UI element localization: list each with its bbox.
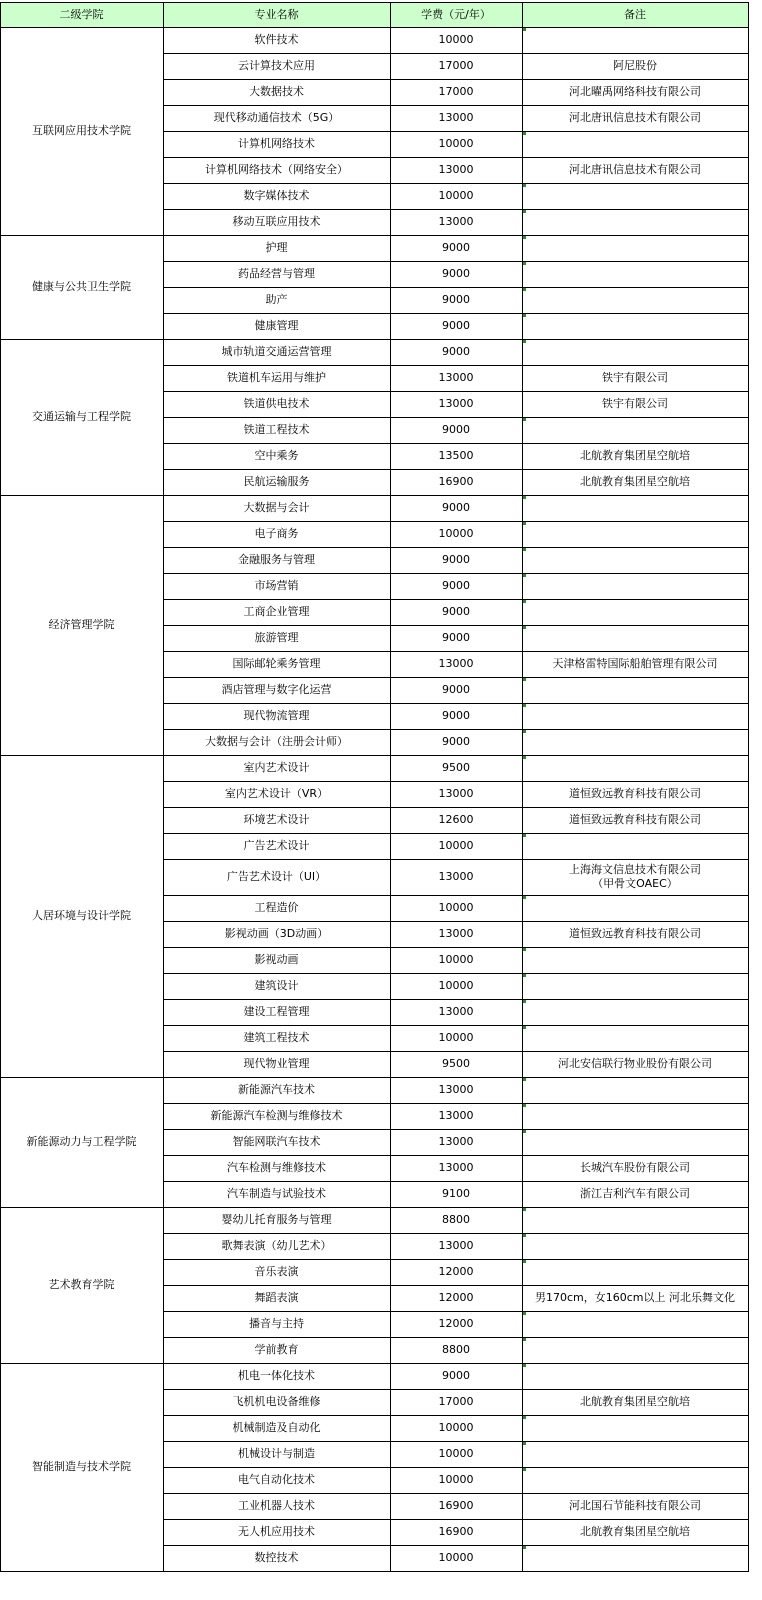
- cell-marker: [523, 574, 526, 577]
- tuition-fee: 9000: [442, 345, 470, 358]
- cell-marker: [523, 184, 526, 187]
- college-name: 智能制造与技术学院: [32, 1460, 131, 1473]
- row-divider: [163, 947, 749, 948]
- remark: [522, 1311, 748, 1337]
- tuition-fee: 13000: [438, 1083, 474, 1096]
- row-divider: [163, 469, 749, 470]
- row-divider: [163, 1389, 749, 1390]
- college-name: 健康与公共卫生学院: [32, 280, 131, 293]
- remark: [522, 973, 748, 999]
- tuition-fee: 9000: [442, 579, 470, 592]
- tuition-fee: 9000: [442, 267, 470, 280]
- remark: [522, 1441, 748, 1467]
- cell-marker: [523, 1234, 526, 1237]
- cell-marker: [523, 1416, 526, 1419]
- major-name: 电气自动化技术: [238, 1473, 315, 1486]
- major-name: 药品经营与管理: [238, 267, 315, 280]
- remark: [522, 417, 748, 443]
- remark: 天津格雷特国际船舶管理有限公司: [552, 657, 718, 670]
- tuition-fee: 13500: [438, 449, 474, 462]
- major-name: 影视动画（3D动画）: [224, 927, 329, 940]
- major-name: 汽车制造与试验技术: [227, 1187, 326, 1200]
- major-name: 舞蹈表演: [254, 1291, 299, 1304]
- remark: [522, 895, 748, 921]
- cell-marker: [523, 288, 526, 291]
- remark: [522, 235, 748, 261]
- header-major: 专业名称: [163, 2, 390, 27]
- major-name: 国际邮轮乘务管理: [232, 657, 321, 670]
- cell-marker: [523, 1104, 526, 1107]
- row-divider: [0, 495, 749, 496]
- cell-marker: [523, 262, 526, 265]
- major-name: 健康管理: [254, 319, 299, 332]
- major-name: 建筑工程技术: [243, 1031, 310, 1044]
- row-divider: [163, 209, 749, 210]
- tuition-fee: 10000: [438, 33, 474, 46]
- major-name: 云计算技术应用: [238, 59, 315, 72]
- remark: 道恒致远教育科技有限公司: [569, 813, 701, 826]
- row-divider: [163, 53, 749, 54]
- cell-marker: [523, 896, 526, 899]
- cell-marker: [523, 548, 526, 551]
- cell-marker: [523, 496, 526, 499]
- tuition-fee: 9000: [442, 293, 470, 306]
- row-divider: [163, 703, 749, 704]
- row-divider: [163, 833, 749, 834]
- major-name: 计算机网络技术（网络安全）: [205, 163, 348, 176]
- cell-marker: [523, 1000, 526, 1003]
- remark: 上海海文信息技术有限公司 （甲骨文OAEC）: [569, 863, 701, 890]
- row-divider: [163, 1493, 749, 1494]
- major-name: 金融服务与管理: [238, 553, 315, 566]
- tuition-fee: 9000: [442, 553, 470, 566]
- tuition-fee: 10000: [438, 527, 474, 540]
- remark: [522, 547, 748, 573]
- row-divider: [163, 313, 749, 314]
- remark: [522, 183, 748, 209]
- remark: 北航教育集团星空航培: [580, 1395, 690, 1408]
- remark: [522, 1363, 748, 1389]
- row-divider: [163, 729, 749, 730]
- major-name: 汽车检测与维修技术: [227, 1161, 326, 1174]
- tuition-fee: 10000: [438, 1473, 474, 1486]
- major-name: 大数据与会计（注册会计师）: [205, 735, 348, 748]
- tuition-fee: 9000: [442, 631, 470, 644]
- row-divider: [163, 417, 749, 418]
- row-divider: [163, 391, 749, 392]
- tuition-fee: 13000: [438, 1135, 474, 1148]
- remark: [522, 287, 748, 313]
- remark: 河北国石节能科技有限公司: [569, 1499, 701, 1512]
- cell-marker: [523, 600, 526, 603]
- tuition-fee: 9000: [442, 735, 470, 748]
- tuition-fee: 8800: [442, 1343, 470, 1356]
- major-name: 机械设计与制造: [238, 1447, 315, 1460]
- remark: 北航教育集团星空航培: [580, 475, 690, 488]
- row-divider: [163, 131, 749, 132]
- tuition-fee: 10000: [438, 1031, 474, 1044]
- remark: 道恒致远教育科技有限公司: [569, 787, 701, 800]
- major-name: 学前教育: [254, 1343, 299, 1356]
- row-divider: [163, 677, 749, 678]
- college-name: 艺术教育学院: [48, 1278, 115, 1291]
- remark: 铁宇有限公司: [602, 397, 668, 410]
- college-name: 人居环境与设计学院: [32, 909, 131, 922]
- tuition-fee: 13000: [438, 870, 474, 883]
- column-divider: [748, 2, 749, 1572]
- row-divider: [163, 365, 749, 366]
- row-divider: [163, 521, 749, 522]
- row-divider: [163, 573, 749, 574]
- row-divider: [163, 921, 749, 922]
- row-divider: [163, 1025, 749, 1026]
- tuition-fee: 17000: [438, 85, 474, 98]
- tuition-fee: 12600: [438, 813, 474, 826]
- remark: [522, 1467, 748, 1493]
- remark: [522, 1415, 748, 1441]
- remark: 道恒致远教育科技有限公司: [569, 927, 701, 940]
- tuition-fee: 9000: [442, 319, 470, 332]
- tuition-fee: 16900: [438, 1499, 474, 1512]
- column-divider: [522, 2, 523, 1572]
- major-name: 市场营销: [254, 579, 299, 592]
- cell-marker: [523, 1364, 526, 1367]
- row-divider: [0, 1571, 749, 1572]
- remark: [522, 521, 748, 547]
- remark: 铁宇有限公司: [602, 371, 668, 384]
- tuition-fee: 13000: [438, 111, 474, 124]
- major-name: 机械制造及自动化: [232, 1421, 321, 1434]
- row-divider: [163, 547, 749, 548]
- remark: 浙江吉利汽车有限公司: [580, 1187, 690, 1200]
- remark: [522, 27, 748, 53]
- major-name: 工程造价: [254, 901, 299, 914]
- row-divider: [163, 1233, 749, 1234]
- remark: [522, 1025, 748, 1051]
- major-name: 大数据与会计: [243, 501, 310, 514]
- tuition-fee: 13000: [438, 371, 474, 384]
- row-divider: [163, 261, 749, 262]
- cell-marker: [523, 948, 526, 951]
- remark: [522, 755, 748, 781]
- tuition-fee: 10000: [438, 839, 474, 852]
- tuition-fee: 13000: [438, 1109, 474, 1122]
- remark: [522, 999, 748, 1025]
- major-name: 空中乘务: [254, 449, 299, 462]
- remark: 河北唐讯信息技术有限公司: [569, 163, 701, 176]
- row-divider: [163, 1467, 749, 1468]
- tuition-fee: 9000: [442, 683, 470, 696]
- row-divider: [163, 1285, 749, 1286]
- row-divider: [163, 287, 749, 288]
- row-divider: [163, 1311, 749, 1312]
- cell-marker: [523, 1260, 526, 1263]
- major-name: 移动互联应用技术: [232, 215, 321, 228]
- row-divider: [0, 235, 749, 236]
- row-divider: [0, 339, 749, 340]
- major-name: 新能源汽车技术: [238, 1083, 315, 1096]
- row-divider: [163, 1415, 749, 1416]
- row-divider: [163, 27, 749, 28]
- cell-marker: [523, 704, 526, 707]
- tuition-fee: 13000: [438, 787, 474, 800]
- column-divider: [390, 2, 391, 1572]
- tuition-fee: 9000: [442, 605, 470, 618]
- cell-marker: [523, 834, 526, 837]
- cell-marker: [523, 1312, 526, 1315]
- major-name: 室内艺术设计: [243, 761, 310, 774]
- row-divider: [163, 999, 749, 1000]
- tuition-fee: 10000: [438, 1421, 474, 1434]
- major-name: 电子商务: [254, 527, 299, 540]
- major-name: 无人机应用技术: [238, 1525, 315, 1538]
- major-name: 机电一体化技术: [238, 1369, 315, 1382]
- major-name: 软件技术: [254, 33, 299, 46]
- cell-marker: [523, 1546, 526, 1549]
- remark: [522, 1207, 748, 1233]
- row-divider: [163, 651, 749, 652]
- major-name: 铁道机车运用与维护: [227, 371, 326, 384]
- cell-marker: [523, 28, 526, 31]
- cell-marker: [523, 340, 526, 343]
- tuition-fee: 17000: [438, 59, 474, 72]
- tuition-fee: 9500: [442, 761, 470, 774]
- row-divider: [0, 1207, 749, 1208]
- tuition-fee: 12000: [438, 1265, 474, 1278]
- cell-marker: [523, 132, 526, 135]
- row-divider: [163, 105, 749, 106]
- remark: [522, 209, 748, 235]
- row-divider: [163, 183, 749, 184]
- row-divider: [163, 1155, 749, 1156]
- row-divider: [163, 443, 749, 444]
- tuition-fee: 13000: [438, 397, 474, 410]
- tuition-fee: 9500: [442, 1057, 470, 1070]
- remark: [522, 1337, 748, 1363]
- remark: 北航教育集团星空航培: [580, 1525, 690, 1538]
- major-name: 建设工程管理: [243, 1005, 310, 1018]
- major-name: 城市轨道交通运营管理: [221, 345, 332, 358]
- row-divider: [163, 79, 749, 80]
- row-divider: [163, 1103, 749, 1104]
- major-name: 广告艺术设计（UI）: [226, 870, 327, 883]
- major-name: 室内艺术设计（VR）: [224, 787, 329, 800]
- tuition-fee: 13000: [438, 927, 474, 940]
- row-divider: [163, 157, 749, 158]
- remark: 河北曜禹网络科技有限公司: [569, 85, 701, 98]
- header-college: 二级学院: [0, 2, 163, 27]
- row-divider: [163, 1051, 749, 1052]
- tuition-fee: 13000: [438, 163, 474, 176]
- major-name: 助产: [265, 293, 288, 306]
- tuition-fee: 10000: [438, 137, 474, 150]
- row-divider: [163, 859, 749, 860]
- cell-marker: [523, 974, 526, 977]
- remark: [522, 1129, 748, 1155]
- cell-marker: [523, 522, 526, 525]
- row-divider: [163, 599, 749, 600]
- row-divider: [0, 1363, 749, 1364]
- row-divider: [163, 895, 749, 896]
- remark: [522, 1259, 748, 1285]
- tuition-fee: 10000: [438, 953, 474, 966]
- remark: [522, 833, 748, 859]
- major-name: 智能网联汽车技术: [232, 1135, 321, 1148]
- tuition-fee: 9000: [442, 241, 470, 254]
- row-divider: [163, 1181, 749, 1182]
- remark: [522, 947, 748, 973]
- remark: 河北安信联行物业股份有限公司: [558, 1057, 712, 1070]
- major-name: 数字媒体技术: [243, 189, 310, 202]
- row-divider: [0, 1077, 749, 1078]
- tuition-fee: 13000: [438, 1005, 474, 1018]
- major-name: 计算机网络技术: [238, 137, 315, 150]
- tuition-fee: 12000: [438, 1317, 474, 1330]
- remark: [522, 1233, 748, 1259]
- college-name: 新能源动力与工程学院: [26, 1135, 137, 1148]
- cell-marker: [523, 236, 526, 239]
- remark: 河北唐讯信息技术有限公司: [569, 111, 701, 124]
- college-name: 经济管理学院: [48, 618, 115, 631]
- major-name: 护理: [265, 241, 288, 254]
- remark: [522, 261, 748, 287]
- major-name: 民航运输服务: [243, 475, 310, 488]
- tuition-fee: 16900: [438, 475, 474, 488]
- remark: 北航教育集团星空航培: [580, 449, 690, 462]
- cell-marker: [523, 210, 526, 213]
- cell-marker: [523, 1338, 526, 1341]
- major-name: 大数据技术: [249, 85, 304, 98]
- cell-marker: [523, 418, 526, 421]
- major-name: 广告艺术设计: [243, 839, 310, 852]
- row-divider: [0, 755, 749, 756]
- major-name: 工业机器人技术: [238, 1499, 315, 1512]
- remark: 阿尼股份: [613, 59, 657, 72]
- row-divider: [163, 1337, 749, 1338]
- cell-marker: [523, 1442, 526, 1445]
- major-name: 飞机机电设备维修: [232, 1395, 321, 1408]
- cell-marker: [523, 678, 526, 681]
- row-divider: [163, 1129, 749, 1130]
- major-name: 工商企业管理: [243, 605, 310, 618]
- tuition-fee: 13000: [438, 215, 474, 228]
- major-name: 环境艺术设计: [243, 813, 310, 826]
- cell-marker: [523, 1468, 526, 1471]
- cell-marker: [523, 730, 526, 733]
- row-divider: [163, 1259, 749, 1260]
- major-name: 新能源汽车检测与维修技术: [210, 1109, 343, 1122]
- major-name: 数控技术: [254, 1551, 299, 1564]
- remark: [522, 1103, 748, 1129]
- tuition-fee: 9000: [442, 1369, 470, 1382]
- header-fee: 学费（元/年）: [390, 2, 522, 27]
- tuition-fee: 13000: [438, 1239, 474, 1252]
- row-divider: [163, 1441, 749, 1442]
- remark: [522, 599, 748, 625]
- remark: 长城汽车股份有限公司: [580, 1161, 690, 1174]
- tuition-fee: 10000: [438, 1551, 474, 1564]
- tuition-fee: 10000: [438, 189, 474, 202]
- major-name: 影视动画: [254, 953, 299, 966]
- tuition-fee: 9000: [442, 709, 470, 722]
- cell-marker: [523, 756, 526, 759]
- major-name: 歌舞表演（幼儿艺术）: [221, 1239, 332, 1252]
- major-name: 播音与主持: [249, 1317, 304, 1330]
- remark: [522, 1545, 748, 1571]
- remark: [522, 677, 748, 703]
- cell-marker: [523, 1078, 526, 1081]
- tuition-fee: 13000: [438, 1161, 474, 1174]
- row-divider: [163, 1519, 749, 1520]
- row-divider: [163, 781, 749, 782]
- tuition-fee: 9000: [442, 501, 470, 514]
- major-name: 音乐表演: [254, 1265, 299, 1278]
- column-divider: [163, 2, 164, 1572]
- major-name: 铁道供电技术: [243, 397, 310, 410]
- row-divider: [163, 1545, 749, 1546]
- major-name: 建筑设计: [254, 979, 299, 992]
- tuition-fee: 8800: [442, 1213, 470, 1226]
- row-divider: [163, 2, 749, 3]
- row-divider: [163, 625, 749, 626]
- column-divider: [0, 2, 1, 1572]
- remark: [522, 729, 748, 755]
- major-name: 现代移动通信技术（5G）: [213, 111, 340, 124]
- college-name: 交通运输与工程学院: [32, 410, 131, 423]
- row-divider: [163, 973, 749, 974]
- remark: [522, 625, 748, 651]
- major-name: 酒店管理与数字化运营: [221, 683, 332, 696]
- remark: [522, 573, 748, 599]
- major-name: 旅游管理: [254, 631, 299, 644]
- cell-marker: [523, 1208, 526, 1211]
- major-name: 铁道工程技术: [243, 423, 310, 436]
- remark: 男170cm，女160cm以上 河北乐舞文化: [534, 1291, 735, 1304]
- major-name: 现代物业管理: [243, 1057, 310, 1070]
- tuition-fee: 16900: [438, 1525, 474, 1538]
- tuition-fee: 13000: [438, 657, 474, 670]
- tuition-fee: 17000: [438, 1395, 474, 1408]
- major-name: 婴幼儿托育服务与管理: [221, 1213, 332, 1226]
- cell-marker: [523, 314, 526, 317]
- tuition-fee: 12000: [438, 1291, 474, 1304]
- cell-marker: [523, 1026, 526, 1029]
- tuition-fee: 10000: [438, 901, 474, 914]
- college-name: 互联网应用技术学院: [32, 124, 131, 137]
- cell-marker: [523, 1130, 526, 1133]
- remark: [522, 131, 748, 157]
- cell-marker: [523, 626, 526, 629]
- remark: [522, 313, 748, 339]
- remark: [522, 339, 748, 365]
- major-name: 现代物流管理: [243, 709, 310, 722]
- tuition-fee: 9100: [442, 1187, 470, 1200]
- tuition-fee: 10000: [438, 979, 474, 992]
- tuition-fee: 9000: [442, 423, 470, 436]
- tuition-fee: 10000: [438, 1447, 474, 1460]
- remark: [522, 1077, 748, 1103]
- remark: [522, 703, 748, 729]
- row-divider: [163, 807, 749, 808]
- remark: [522, 495, 748, 521]
- header-note: 备注: [522, 2, 748, 27]
